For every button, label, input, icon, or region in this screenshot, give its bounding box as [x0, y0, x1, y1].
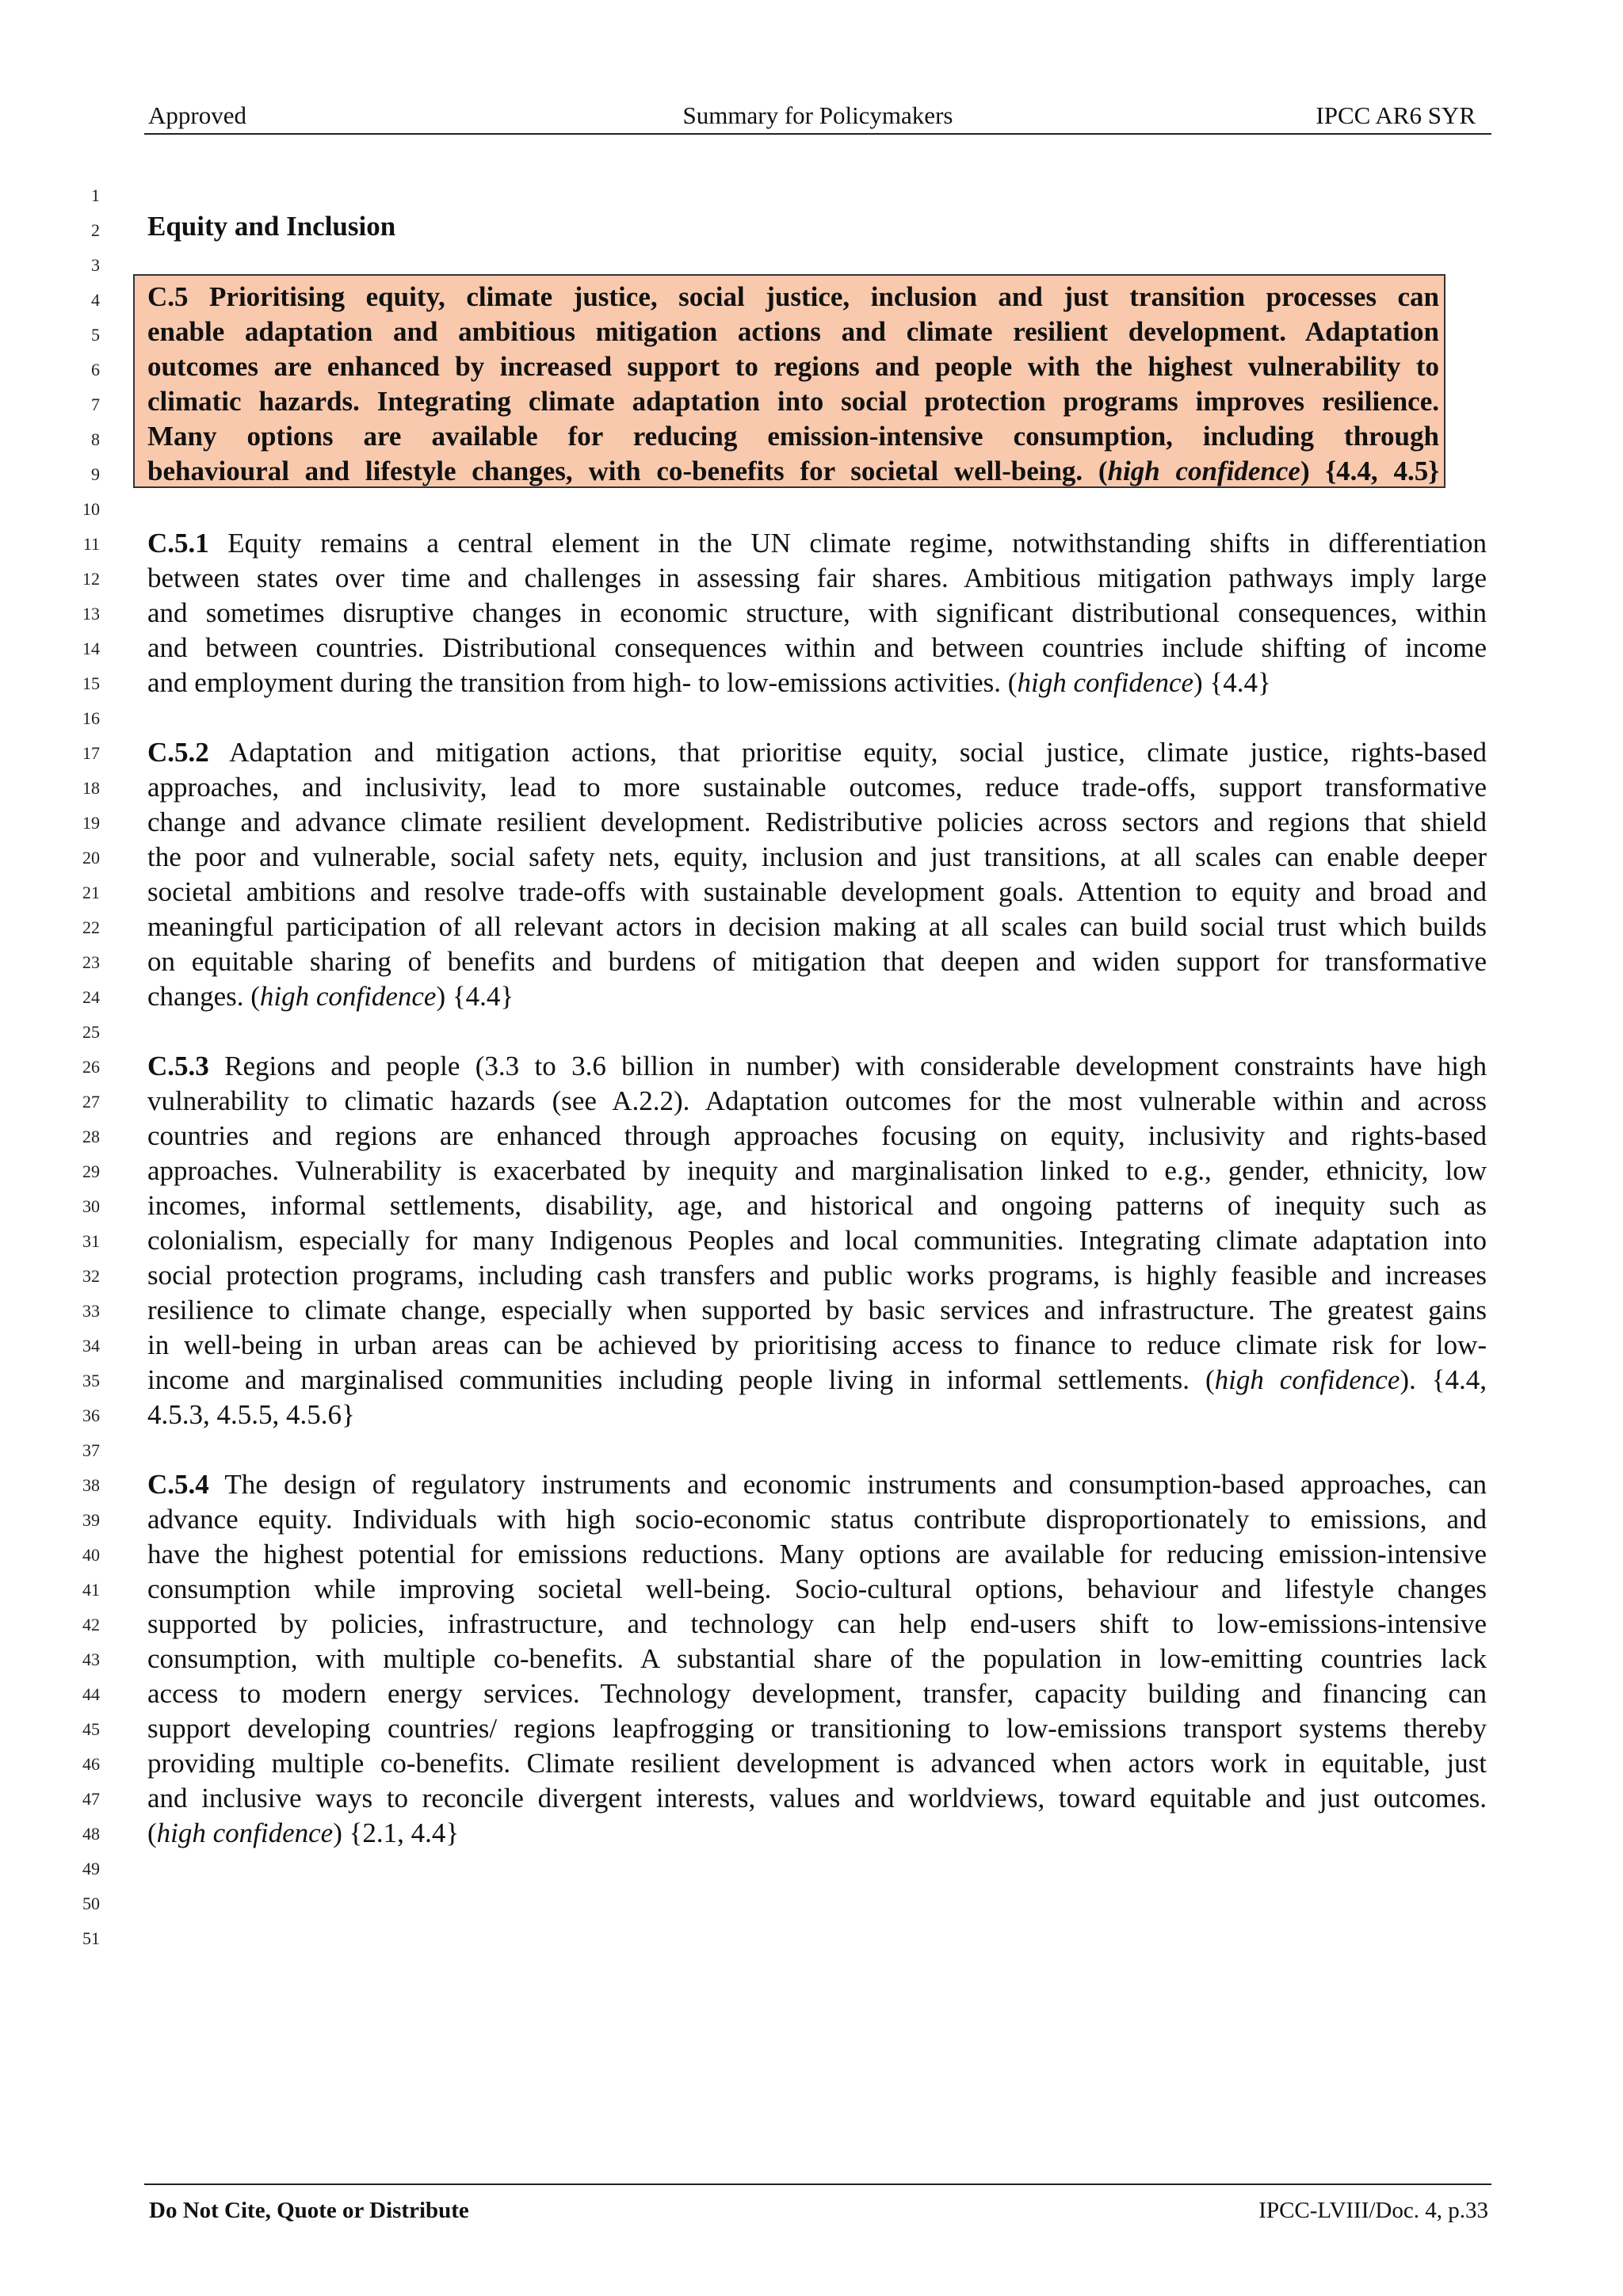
footer-doc-ref: IPCC-LVIII/Doc. 4, p.33 [1258, 2198, 1488, 2223]
paragraph-c54-line: advance equity. Individuals with high socio-economic status contribute disproportionately to emissions, and [147, 1504, 1487, 1535]
paragraph-c54-line: C.5.4 The design of regulatory instruments and economic instruments and consumption-based approaches, can [147, 1469, 1487, 1500]
line-number: 18 [82, 778, 100, 798]
line-number: 45 [82, 1719, 100, 1739]
paragraph-c52-line: societal ambitions and resolve trade-offs with sustainable development goals. Attention to equity and broad and [147, 876, 1487, 907]
line-number: 35 [82, 1371, 100, 1390]
paragraph-c54-line: providing multiple co-benefits. Climate resilient development is advanced when actors work in equitable, just [147, 1748, 1487, 1779]
line-number: 1 [91, 185, 100, 205]
line-number: 12 [82, 569, 100, 589]
line-number: 38 [82, 1475, 100, 1495]
paragraph-c53-line: incomes, informal settlements, disability, age, and historical and ongoing patterns of inequity such as [147, 1190, 1487, 1221]
paragraph-c53-line: 4.5.3, 4.5.5, 4.5.6} [147, 1399, 355, 1430]
page-header [144, 98, 1491, 135]
line-number: 26 [82, 1057, 100, 1077]
line-number: 30 [82, 1196, 100, 1216]
line-number: 39 [82, 1510, 100, 1530]
line-number: 8 [91, 429, 100, 449]
line-number: 34 [82, 1336, 100, 1356]
paragraph-c51-line: between states over time and challenges in assessing fair shares. Ambitious mitigation pathways imply large [147, 563, 1487, 593]
paragraph-c53-line: approaches. Vulnerability is exacerbated by inequity and marginalisation linked to e.g., gender, ethnicity, low [147, 1155, 1487, 1186]
header-report-id: IPCC AR6 SYR [1316, 101, 1476, 129]
paragraph-c51-line: C.5.1 Equity remains a central element in the UN climate regime, notwithstanding shifts in differentiation [147, 528, 1487, 559]
paragraph-c52-line: changes. (high confidence) {4.4} [147, 981, 514, 1012]
line-number: 37 [82, 1440, 100, 1460]
section-title: Equity and Inclusion [147, 211, 396, 242]
paragraph-c54-line: access to modern energy services. Technology development, transfer, capacity building and financing can [147, 1678, 1487, 1709]
line-number: 41 [82, 1580, 100, 1600]
line-number: 6 [91, 360, 100, 379]
paragraph-label: C.5.1 [147, 528, 209, 559]
box-line: Many options are available for reducing emission-intensive consumption, including through [147, 421, 1439, 452]
line-number: 43 [82, 1650, 100, 1669]
footer-rule [144, 2183, 1491, 2185]
line-number: 49 [82, 1859, 100, 1878]
line-number: 31 [82, 1231, 100, 1251]
paragraph-c53-line: C.5.3 Regions and people (3.3 to 3.6 billion in number) with considerable development constraints have high [147, 1051, 1487, 1081]
line-number: 14 [82, 639, 100, 658]
line-number: 23 [82, 952, 100, 972]
line-number: 29 [82, 1161, 100, 1181]
paragraph-c54-line: support developing countries/ regions leapfrogging or transitioning to low-emissions transport systems thereby [147, 1713, 1487, 1744]
paragraph-c53-line: vulnerability to climatic hazards (see A.2.2). Adaptation outcomes for the most vulnerable within and across [147, 1085, 1487, 1116]
paragraph-c53-line: income and marginalised communities including people living in informal settlements. (high confidence). {4.4, [147, 1364, 1487, 1395]
line-number: 46 [82, 1754, 100, 1774]
line-number: 9 [91, 464, 100, 484]
line-number: 3 [91, 255, 100, 275]
paragraph-c54-line: supported by policies, infrastructure, and technology can help end-users shift to low-emissions-intensive [147, 1608, 1487, 1639]
line-number: 33 [82, 1301, 100, 1321]
paragraph-label: C.5.3 [147, 1051, 209, 1081]
line-number: 11 [82, 534, 100, 554]
paragraph-c53-line: resilience to climate change, especially when supported by basic services and infrastructure. The greatest gains [147, 1295, 1487, 1325]
paragraph-c54-line: (high confidence) {2.1, 4.4} [147, 1817, 460, 1848]
line-number: 5 [91, 325, 100, 345]
footer-notice: Do Not Cite, Quote or Distribute [149, 2198, 469, 2223]
box-line: C.5 Prioritising equity, climate justice, social justice, inclusion and just transition processes can [147, 281, 1439, 312]
line-number: 21 [82, 883, 100, 902]
line-number: 47 [82, 1789, 100, 1809]
header-status: Approved [148, 101, 246, 129]
paragraph-c54-line: have the highest potential for emissions reductions. Many options are available for reducing emission-intensive [147, 1539, 1487, 1569]
line-number: 42 [82, 1615, 100, 1634]
box-line: outcomes are enhanced by increased support to regions and people with the highest vulnerability to [147, 351, 1439, 382]
paragraph-c52-line: approaches, and inclusivity, lead to more sustainable outcomes, reduce trade-offs, support transformative [147, 772, 1487, 803]
paragraph-c53-line: social protection programs, including cash transfers and public works programs, is highly feasible and increases [147, 1260, 1487, 1291]
line-number: 7 [91, 395, 100, 414]
line-number: 24 [82, 987, 100, 1007]
line-number: 16 [82, 708, 100, 728]
line-number: 51 [82, 1928, 100, 1948]
paragraph-c52-line: C.5.2 Adaptation and mitigation actions, that prioritise equity, social justice, climate justice, rights-based [147, 737, 1487, 768]
line-number: 22 [82, 917, 100, 937]
line-number: 4 [91, 290, 100, 310]
paragraph-c54-line: consumption while improving societal well-being. Socio-cultural options, behaviour and lifestyle changes [147, 1573, 1487, 1604]
paragraph-c51-line: and between countries. Distributional consequences within and between countries include shifting of income [147, 632, 1487, 663]
paragraph-c54-line: consumption, with multiple co-benefits. A substantial share of the population in low-emitting countries lack [147, 1643, 1487, 1674]
line-number: 15 [82, 673, 100, 693]
paragraph-c53-line: in well-being in urban areas can be achieved by prioritising access to finance to reduce climate risk for low- [147, 1329, 1487, 1360]
box-line: enable adaptation and ambitious mitigation actions and climate resilient development. Adaptation [147, 316, 1439, 347]
box-line: climatic hazards. Integrating climate adaptation into social protection programs improves resilience. [147, 386, 1439, 417]
paragraph-c52-line: change and advance climate resilient development. Redistributive policies across sectors and regions that shield [147, 807, 1487, 837]
header-title: Summary for Policymakers [682, 101, 953, 129]
paragraph-c51-line: and employment during the transition from high- to low-emissions activities. (high confidence) {4.4} [147, 667, 1271, 698]
line-number: 2 [91, 220, 100, 240]
line-number: 17 [82, 743, 100, 763]
paragraph-c53-line: countries and regions are enhanced through approaches focusing on equity, inclusivity and rights-based [147, 1120, 1487, 1151]
line-number: 13 [82, 604, 100, 624]
line-number: 25 [82, 1022, 100, 1042]
paragraph-c51-line: and sometimes disruptive changes in economic structure, with significant distributional consequences, within [147, 597, 1487, 628]
paragraph-c53-line: colonialism, especially for many Indigenous Peoples and local communities. Integrating climate adaptation into [147, 1225, 1487, 1256]
line-number: 36 [82, 1405, 100, 1425]
line-number: 40 [82, 1545, 100, 1565]
line-number: 50 [82, 1894, 100, 1913]
paragraph-c52-line: meaningful participation of all relevant actors in decision making at all scales can build social trust which builds [147, 911, 1487, 942]
line-number: 48 [82, 1824, 100, 1844]
line-number: 27 [82, 1092, 100, 1112]
line-number: 28 [82, 1127, 100, 1146]
line-number: 19 [82, 813, 100, 833]
paragraph-c54-line: and inclusive ways to reconcile divergent interests, values and worldviews, toward equitable and just outcomes. [147, 1783, 1487, 1814]
paragraph-label: C.5.4 [147, 1469, 209, 1500]
line-number: 44 [82, 1684, 100, 1704]
line-number: 10 [82, 499, 100, 519]
line-number: 32 [82, 1266, 100, 1286]
line-number: 20 [82, 848, 100, 868]
paragraph-c52-line: the poor and vulnerable, social safety nets, equity, inclusion and just transitions, at all scales can enable deeper [147, 841, 1487, 872]
paragraph-label: C.5.2 [147, 737, 209, 768]
paragraph-c52-line: on equitable sharing of benefits and burdens of mitigation that deepen and widen support for transformative [147, 946, 1487, 977]
box-line: behavioural and lifestyle changes, with co-benefits for societal well-being. (high confidence) {4.4, 4.5} [147, 456, 1439, 486]
